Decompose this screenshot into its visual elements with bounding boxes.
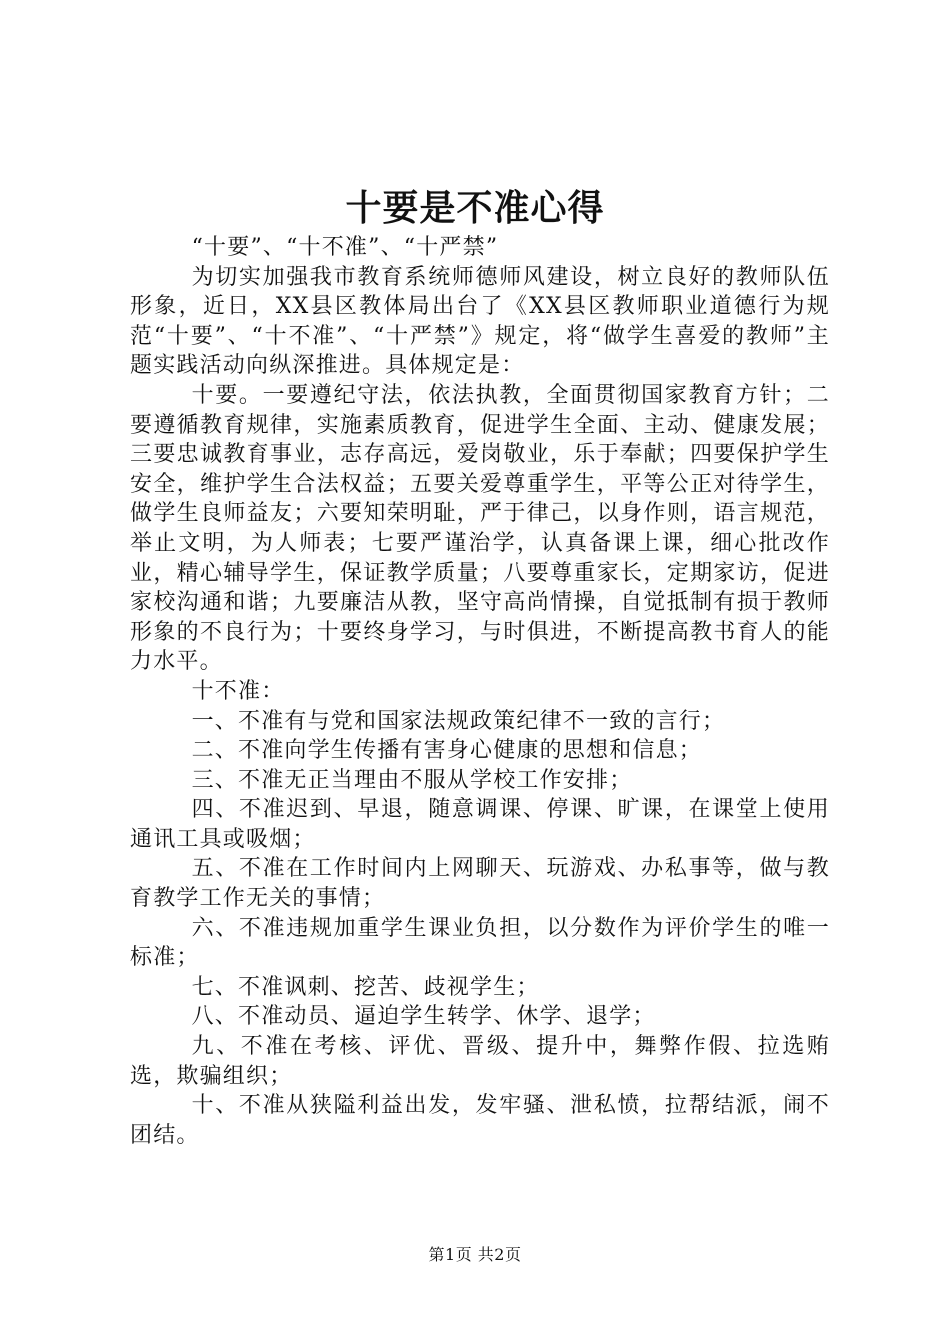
document-title: 十要是不准心得 xyxy=(345,187,605,229)
paragraph-prohibition-6: 六、不准违规加重学生课业负担，以分数作为评价学生的唯一标准； xyxy=(130,915,830,971)
paragraph-prohibition-7: 七、不准讽刺、挖苦、歧视学生； xyxy=(191,974,540,1000)
paragraph-prohibition-4: 四、不准迟到、早退，随意调课、停课、旷课，在课堂上使用通讯工具或吸烟； xyxy=(130,797,830,852)
paragraph-ten-musts: 十要。一要遵纪守法，依法执教，全面贯彻国家教育方针；二要遵循教育规律，实施素质教育，促进学生全面、主动、健康发展；三要忠诚教育事业，志存高远，爱岗敬业，乐于奉献；四要保护学生安全，维护学生合法权益；五要关爱尊重学生，平等公正对待学生，做学生良师益友；六要知荣明耻，严于律己，以身作则，语言规范，举止文明，为人师表；七要严谨治学，认真备课上课，细心批改作业，精心辅导学生，保证教学质量；八要尊重家长，定期家访，促进家校沟通和谐；九要廉洁从教，坚守高尚情操，自觉抵制有损于教师形象的不良行为；十要终身学习，与时俱进，不断提高教书育人的能力水平。 xyxy=(130,382,830,675)
paragraph-ten-prohibitions-heading: 十不准： xyxy=(191,678,285,704)
paragraph-prohibition-5: 五、不准在工作时间内上网聊天、玩游戏、办私事等，做与教育教学工作无关的事情； xyxy=(130,856,830,912)
paragraph-prohibition-3: 三、不准无正当理由不服从学校工作安排； xyxy=(191,767,633,793)
paragraph-intro: 为切实加强我市教育系统师德师风建设，树立良好的教师队伍形象，近日，XX县区教体局出台了《XX县区教师职业道德行为规范“十要”、“十不准”、“十严禁”》规定，将“做学生喜爱的教师”主题实践活动向纵深推进。具体规定是： xyxy=(130,264,830,379)
document-body xyxy=(130,233,830,1150)
paragraph-prohibition-2: 二、不准向学生传播有害身心健康的思想和信息； xyxy=(191,738,702,764)
paragraph-subtitle: “十要”、“十不准”、“十严禁” xyxy=(191,235,499,260)
paragraph-prohibition-10: 十、不准从狭隘利益出发，发牢骚、泄私愤，拉帮结派，闹不团结。 xyxy=(130,1093,830,1148)
page-footer: 第1页 共2页 xyxy=(428,1245,522,1264)
paragraph-prohibition-8: 八、不准动员、逼迫学生转学、休学、退学； xyxy=(191,1004,656,1030)
paragraph-prohibition-9: 九、不准在考核、评优、晋级、提升中，舞弊作假、拉选贿选，欺骗组织； xyxy=(130,1034,830,1089)
paragraph-prohibition-1: 一、不准有与党和国家法规政策纪律不一致的言行； xyxy=(191,708,726,734)
